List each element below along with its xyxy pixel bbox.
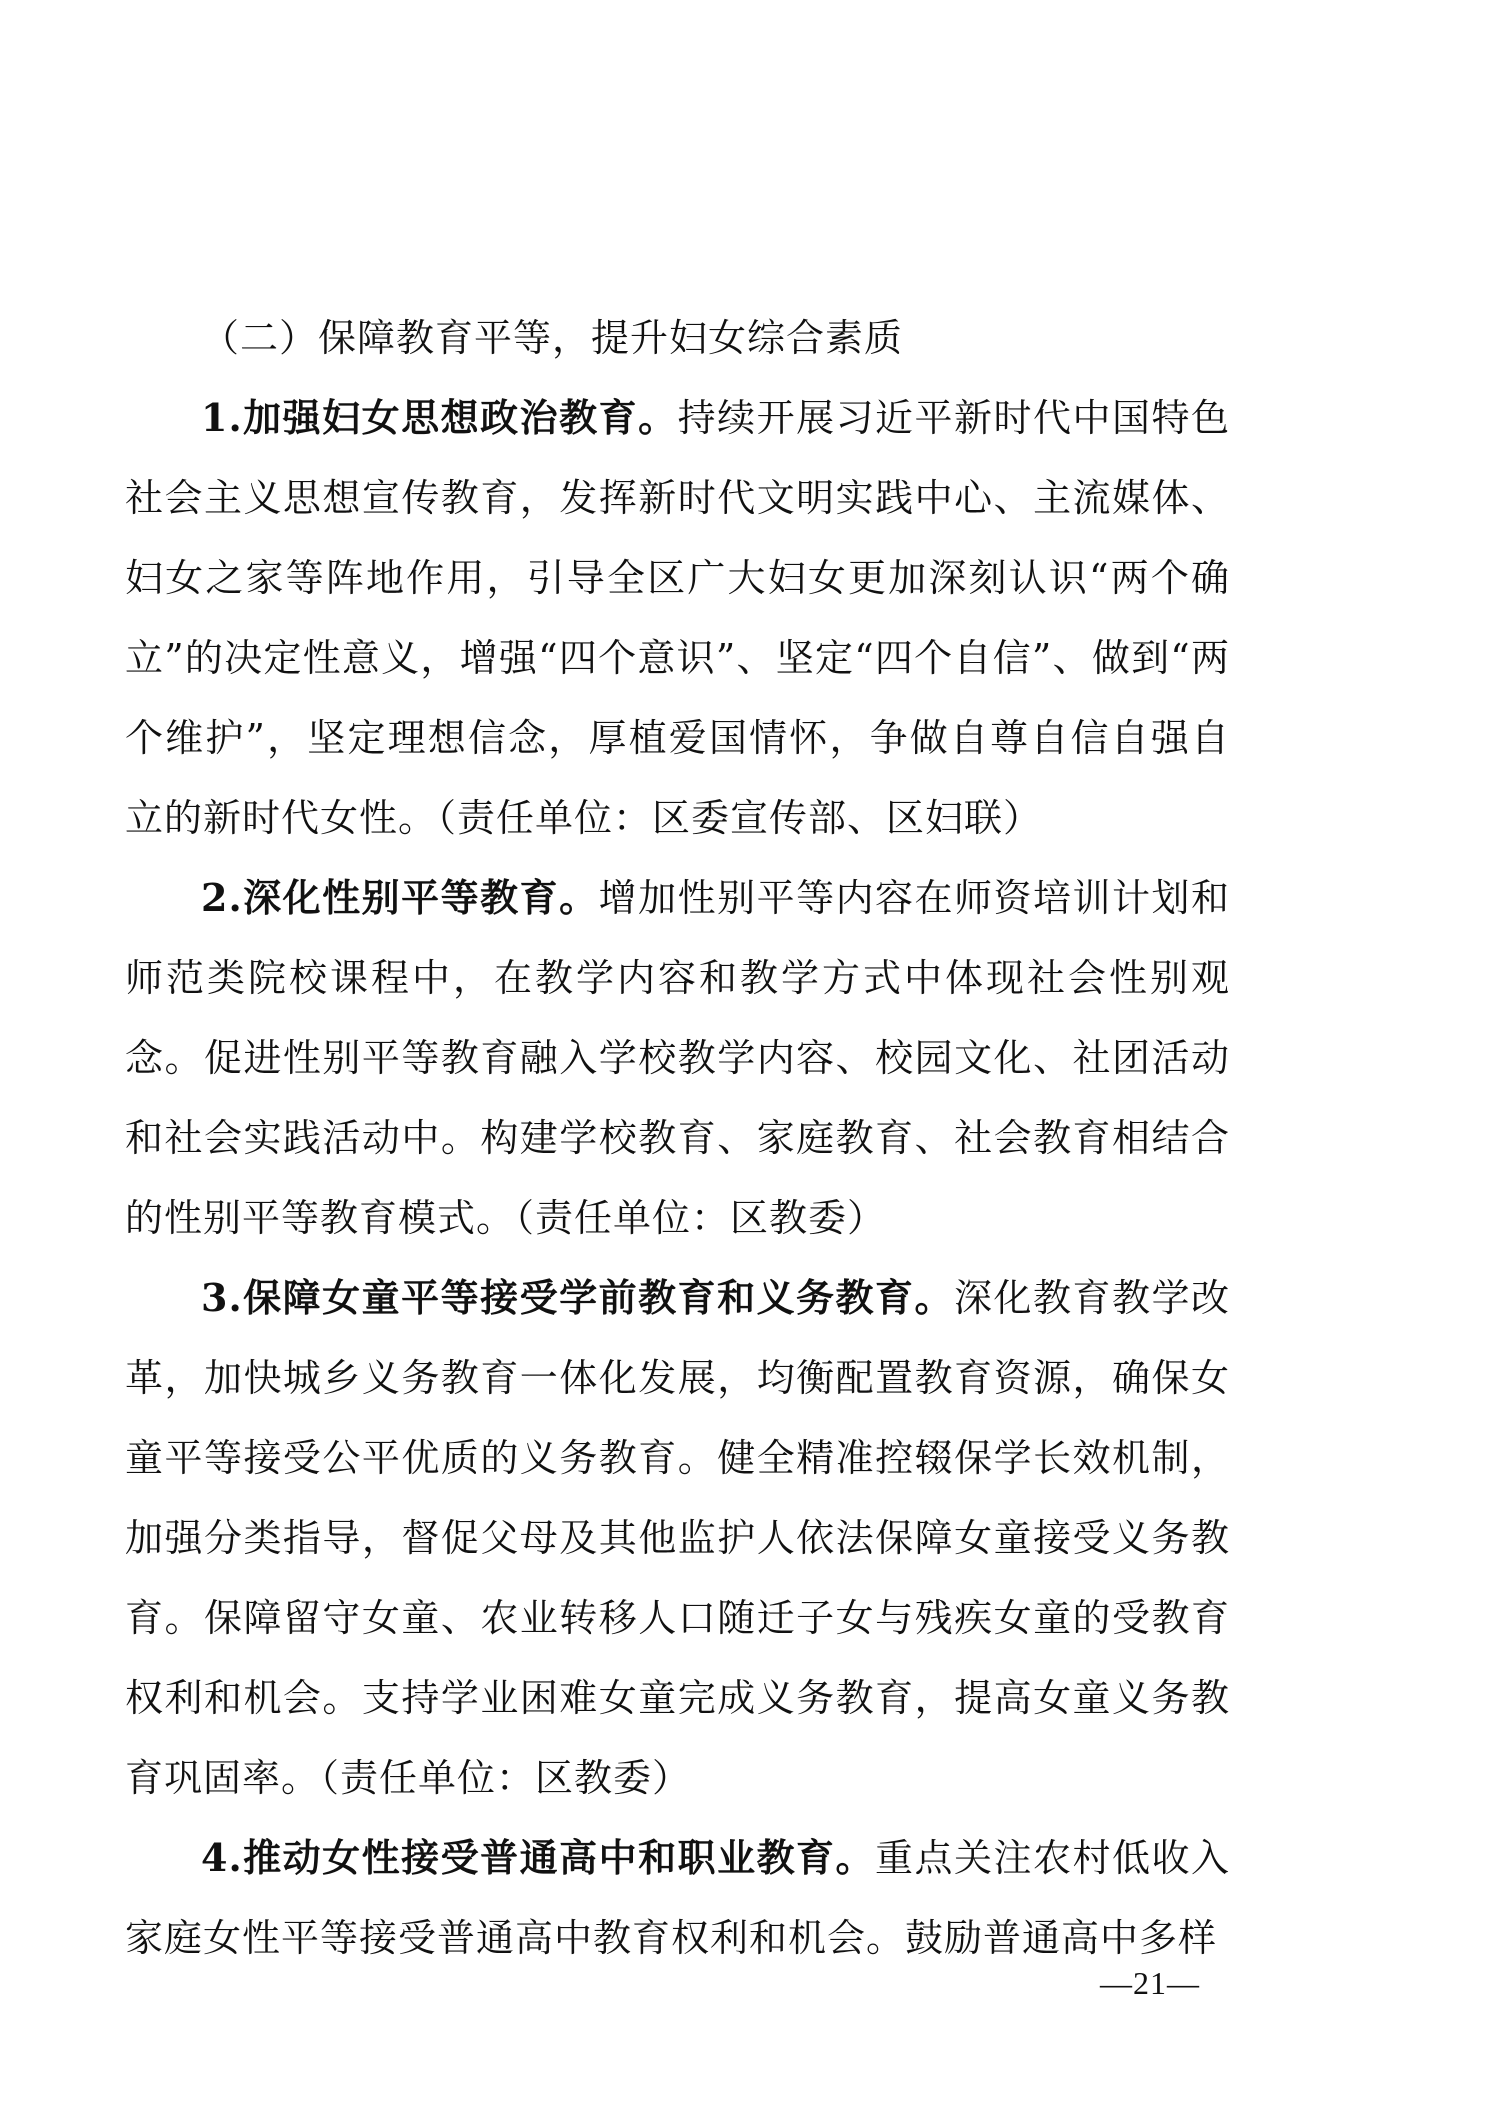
item-3-body: 深化教育教学改革，加快城乡义务教育一体化发展，均衡配置教育资源，确保女童平等接受公平优质的义务教育。健全精准控辍保学长效机制，加强分类指导，督促父母及其他监护人依法保障女童接受义务教育。保障留守女童、农业转移人口随迁子女与残疾女童的受教育权利和机会。支持学业困难女童完成义务教育，提高女童义务教育巩固率。（责任单位：区教委）	[125, 1276, 1230, 1800]
page-number: —21—	[1100, 1965, 1200, 2001]
item-2-body: 增加性别平等内容在师资培训计划和师范类院校课程中，在教学内容和教学方式中体现社会性别观念。促进性别平等教育融入学校教学内容、校园文化、社团活动和社会实践活动中。构建学校教育、家庭教育、社会教育相结合的性别平等教育模式。（责任单位：区教委）	[125, 876, 1230, 1240]
section-heading: （二）保障教育平等，提升妇女综合素质	[201, 316, 904, 360]
item-1-body: 持续开展习近平新时代中国特色社会主义思想宣传教育，发挥新时代文明实践中心、主流媒体、妇女之家等阵地作用，引导全区广大妇女更加深刻认识“两个确立”的决定性意义，增强“四个意识”、坚定“四个自信”、做到“两个维护”，坚定理想信念，厚植爱国情怀，争做自尊自信自强自立的新时代女性。（责任单位：区委宣传部、区妇联）	[125, 396, 1230, 840]
paragraph-item-3	[125, 1258, 1230, 1818]
document-body	[125, 298, 1230, 1978]
paragraph-item-2	[125, 858, 1230, 1258]
item-4-body: 重点关注农村低收入家庭女性平等接受普通高中教育权利和机会。鼓励普通高中多样	[125, 1836, 1230, 1960]
item-2-title: 2.深化性别平等教育。	[201, 875, 599, 920]
item-4-title: 4.推动女性接受普通高中和职业教育。	[201, 1835, 876, 1880]
item-3-title: 3.保障女童平等接受学前教育和义务教育。	[201, 1275, 955, 1320]
paragraph-item-4	[125, 1818, 1230, 1978]
item-1-title: 1.加强妇女思想政治教育。	[201, 395, 678, 440]
paragraph-item-1	[125, 378, 1230, 858]
